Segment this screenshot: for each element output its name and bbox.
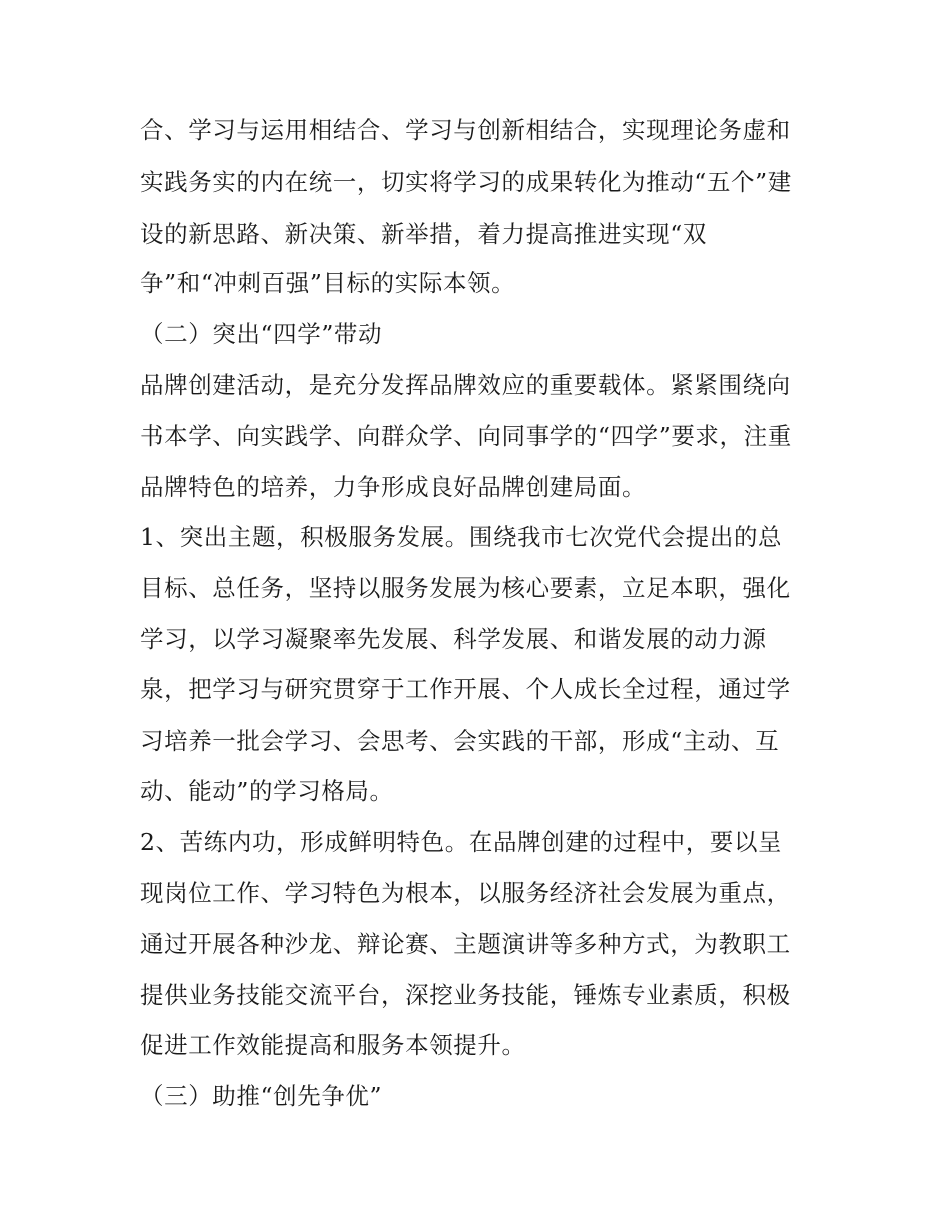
text-line: 设的新思路、新决策、新举措，着力提高推进实现“双 <box>140 220 707 248</box>
text-line: 合、学习与运用相结合、学习与创新相结合，实现理论务虚和 <box>140 116 791 144</box>
text-line: 学习，以学习凝聚率先发展、科学发展、和谐发展的动力源 <box>140 625 767 653</box>
text-line: 争”和“冲刺百强”目标的实际本领。 <box>140 269 516 297</box>
section-heading: （三）助推“创先争优” <box>140 1082 383 1110</box>
text-line: 提供业务技能交流平台，深挖业务技能，锤炼专业素质，积极 <box>140 981 791 1009</box>
text-line: 2、苦练内功，形成鲜明特色。在品牌创建的过程中，要以呈 <box>140 828 783 856</box>
text-line: 品牌特色的培养，力争形成良好品牌创建局面。 <box>140 473 647 501</box>
text-line: 促进工作效能提高和服务本领提升。 <box>140 1031 526 1059</box>
text-line: 通过开展各种沙龙、辩论赛、主题演讲等多种方式，为教职工 <box>140 930 791 958</box>
text-line: 目标、总任务，坚持以服务发展为核心要素，立足本职，强化 <box>140 574 791 602</box>
text-line: 实践务实的内在统一，切实将学习的成果转化为推动“五个”建 <box>140 168 792 196</box>
text-line: 现岗位工作、学习特色为根本，以服务经济社会发展为重点， <box>140 879 791 907</box>
text-line: 品牌创建活动，是充分发挥品牌效应的重要载体。紧紧围绕向 <box>140 371 791 399</box>
text-line: 泉，把学习与研究贯穿于工作开展、个人成长全过程，通过学 <box>140 675 791 703</box>
text-line: 动、能动”的学习格局。 <box>140 777 394 805</box>
section-heading: （二）突出“四学”带动 <box>140 320 383 348</box>
text-line: 习培养一批会学习、会思考、会实践的干部，形成“主动、互 <box>140 727 780 755</box>
text-line: 1、突出主题，积极服务发展。围绕我市七次党代会提出的总 <box>140 523 783 551</box>
text-line: 书本学、向实践学、向群众学、向同事学的“四学”要求，注重 <box>140 422 792 450</box>
